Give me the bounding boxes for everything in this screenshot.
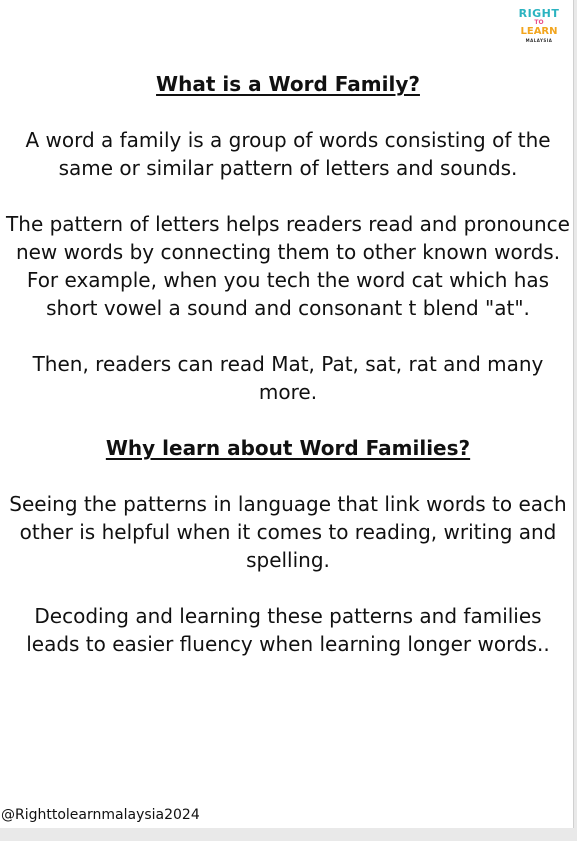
heading-what-is-word-family: What is a Word Family?: [156, 72, 420, 96]
main-content: [6, 70, 570, 658]
logo-line-right: RIGHT: [518, 7, 560, 20]
paragraph-pattern: The pattern of letters helps readers read and pronounce new words by connecting them to other known words.: [6, 212, 570, 264]
paragraph-definition: A word a family is a group of words consisting of the same or similar pattern of letters and sounds.: [25, 128, 551, 180]
paragraph-readers: Then, readers can read Mat, Pat, sat, rat and many more.: [32, 352, 544, 404]
logo-line-to: TO: [534, 19, 544, 26]
paragraph-seeing-patterns: Seeing the patterns in language that link words to each other is helpful when it comes to reading, writing and spelling.: [9, 492, 567, 572]
heading-why-learn: Why learn about Word Families?: [105, 436, 471, 460]
paragraph-example: For example, when you tech the word cat which has short vowel a sound and consonant t blend "at".: [26, 268, 550, 320]
logo-line-malaysia: MALAYSIA: [525, 38, 553, 43]
logo-line-learn: LEARN: [520, 26, 558, 37]
paragraph-decoding: Decoding and learning these patterns and families leads to easier fluency when learning longer words..: [26, 604, 550, 656]
brand-logo: [513, 8, 565, 48]
footer-handle: @Righttolearnmalaysia2024: [1, 807, 200, 823]
